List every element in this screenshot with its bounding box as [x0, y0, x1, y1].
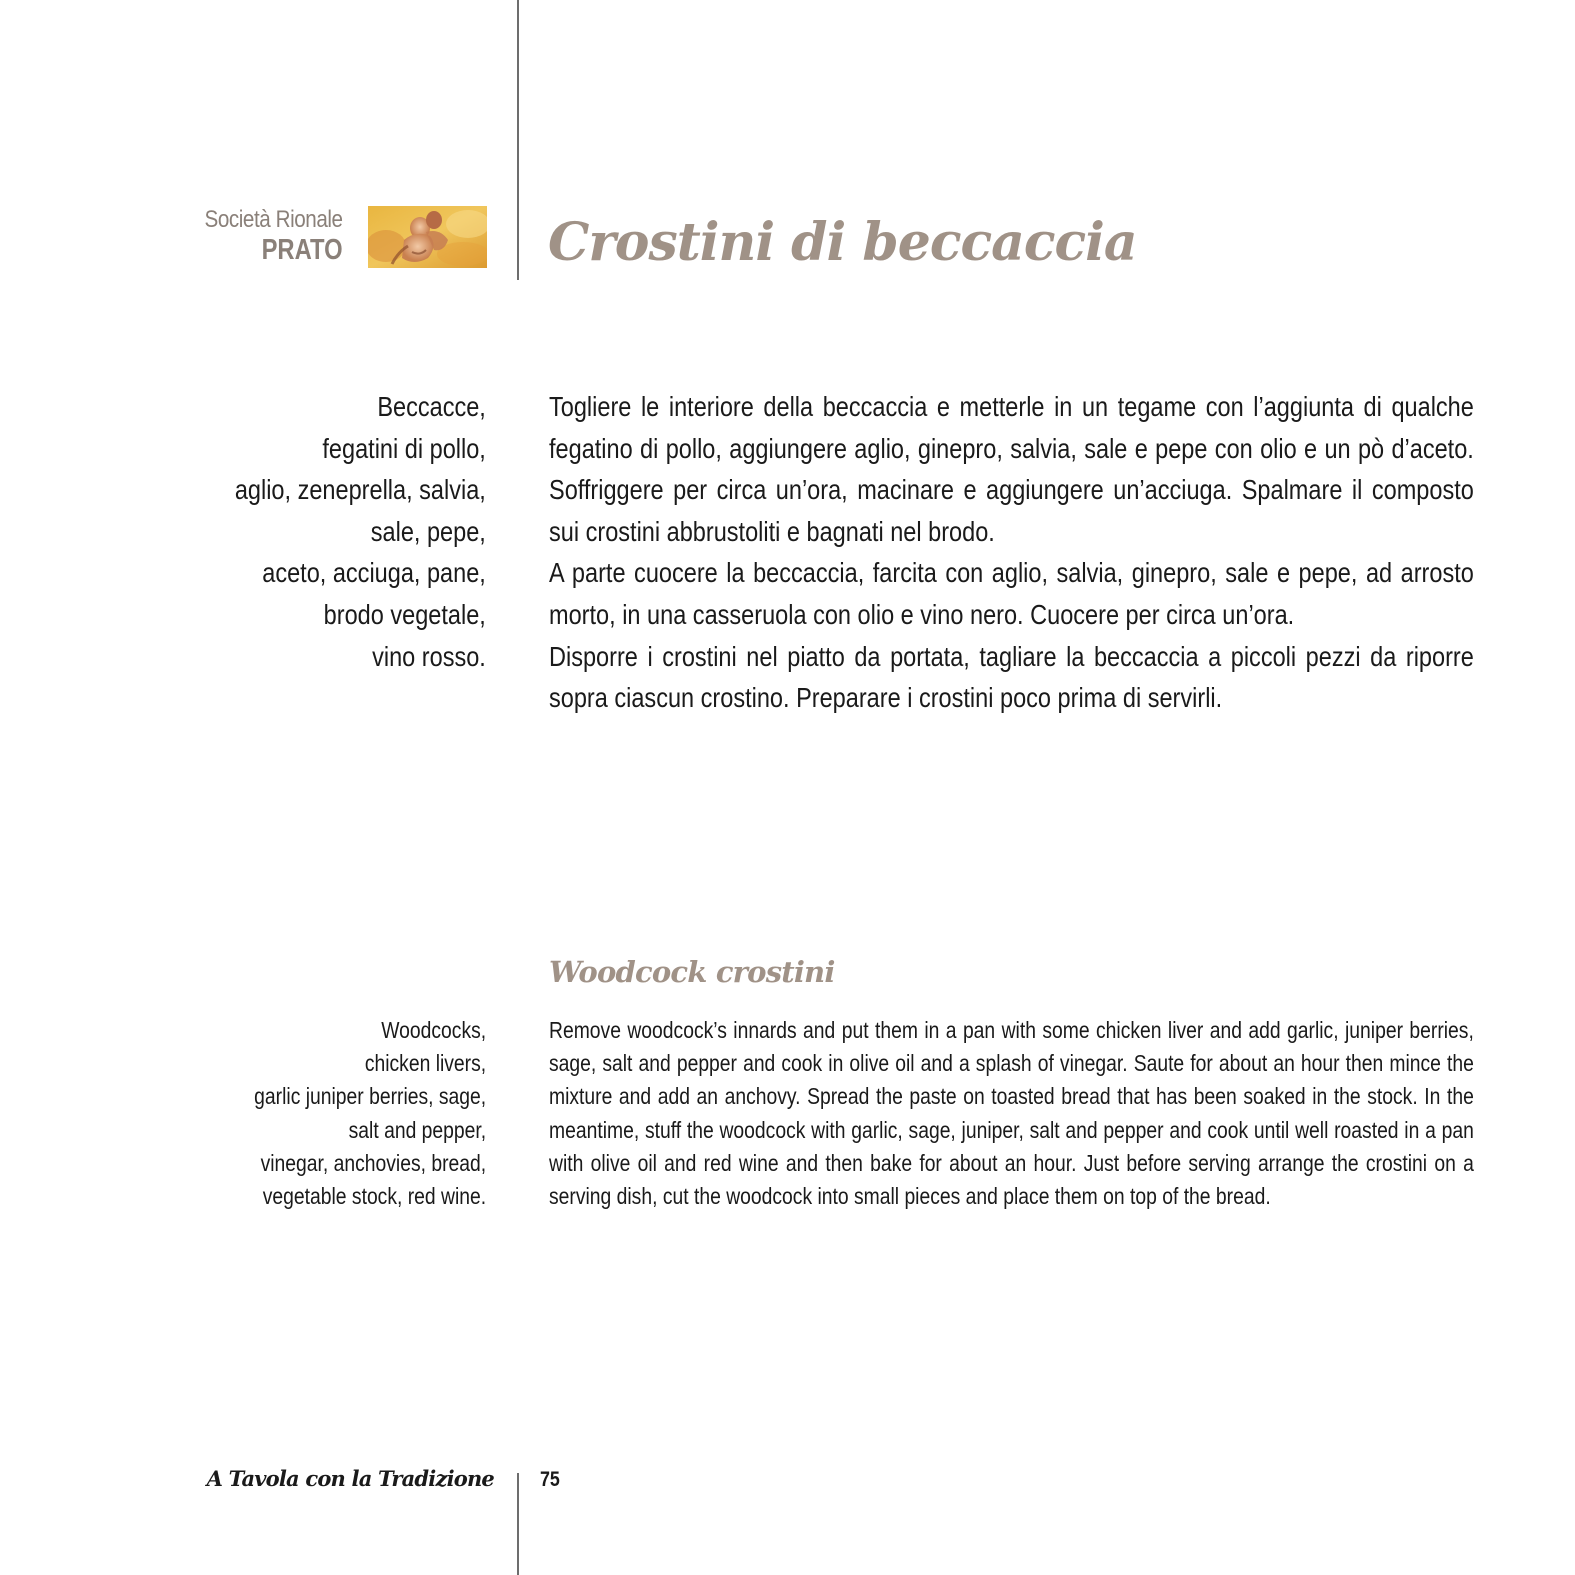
ingredient-item: aglio, zeneprella, salvia,: [234, 474, 486, 506]
ingredient-item: vino rosso.: [372, 640, 486, 672]
ingredient-item: Woodcocks,: [381, 1017, 486, 1043]
ingredient-item: vinegar, anchovies, bread,: [260, 1149, 486, 1176]
ingredient-item: fegatini di pollo,: [322, 432, 486, 464]
ingredient-item: sale, pepe,: [370, 515, 486, 547]
recipe-instructions-it: [549, 386, 1474, 719]
recipe-instructions-en: [549, 1014, 1474, 1213]
instruction-paragraph: Remove woodcock’s innards and put them in a pan with some chicken liver and add garlic, juniper berries, sage, salt and pepper and cook in olive oil and a splash of vinegar. Saute for about an hour then mince the mixture and add an anchovy. Spread the paste on toasted bread that has been soaked in the stock. In the meantime, stuff the woodcock with garlic, sage, juniper, salt and pepper and cook until well roasted in a pan with olive oil and red wine and then bake for about an hour. Just before serving arrange the crostini on a serving dish, cut the woodcock into small pieces and place them on top of the bread.: [549, 1017, 1474, 1210]
ingredient-item: chicken livers,: [364, 1050, 486, 1077]
ingredient-item: aceto, acciuga, pane,: [262, 557, 486, 589]
ingredient-item: salt and pepper,: [348, 1116, 486, 1143]
top-divider-line: [517, 0, 519, 280]
ingredient-item: Beccacce,: [377, 391, 486, 422]
ingredients-list-en: [210, 1014, 486, 1213]
recipe-subtitle-en: Woodcock crostini: [549, 955, 835, 989]
page-number: 75: [540, 1468, 560, 1491]
instruction-paragraph: Disporre i crostini nel piatto da portata, tagliare la beccaccia a piccoli pezzi da riporre sopra ciascun crostino. Preparare i crostini poco prima di servirli.: [549, 640, 1474, 714]
recipe-title: Crostini di beccaccia: [548, 212, 1137, 273]
ingredients-list-it: [187, 386, 486, 677]
ingredient-item: brodo vegetale,: [323, 598, 486, 630]
rione-label: Società Rionale: [204, 206, 343, 233]
rione-name: PRATO: [261, 233, 343, 266]
bottom-divider-line: [517, 1473, 519, 1575]
ingredient-item: garlic juniper berries, sage,: [254, 1083, 486, 1110]
instruction-paragraph: Togliere le interiore della beccaccia e metterle in un tegame con l’aggiunta di qualche fegatino di pollo, aggiungere aglio, ginepro, salvia, sale e pepe con olio e un pò d’aceto. Soffriggere per circa un’ora, macinare e aggiungere un’acciuga. Spalmare il composto sui crostini abbrustoliti e bagnati nel brodo.: [549, 391, 1474, 547]
ingredient-item: vegetable stock, red wine.: [262, 1183, 486, 1210]
instruction-paragraph: A parte cuocere la beccaccia, farcita con aglio, salvia, ginepro, sale e pepe, ad arrosto morto, in una casseruola con olio e vino nero. Cuocere per circa un’ora.: [549, 557, 1474, 630]
fresco-thumbnail: [368, 206, 487, 268]
rione-label-block: [182, 206, 343, 267]
book-title: A Tavola con la Tradizione: [206, 1466, 494, 1491]
